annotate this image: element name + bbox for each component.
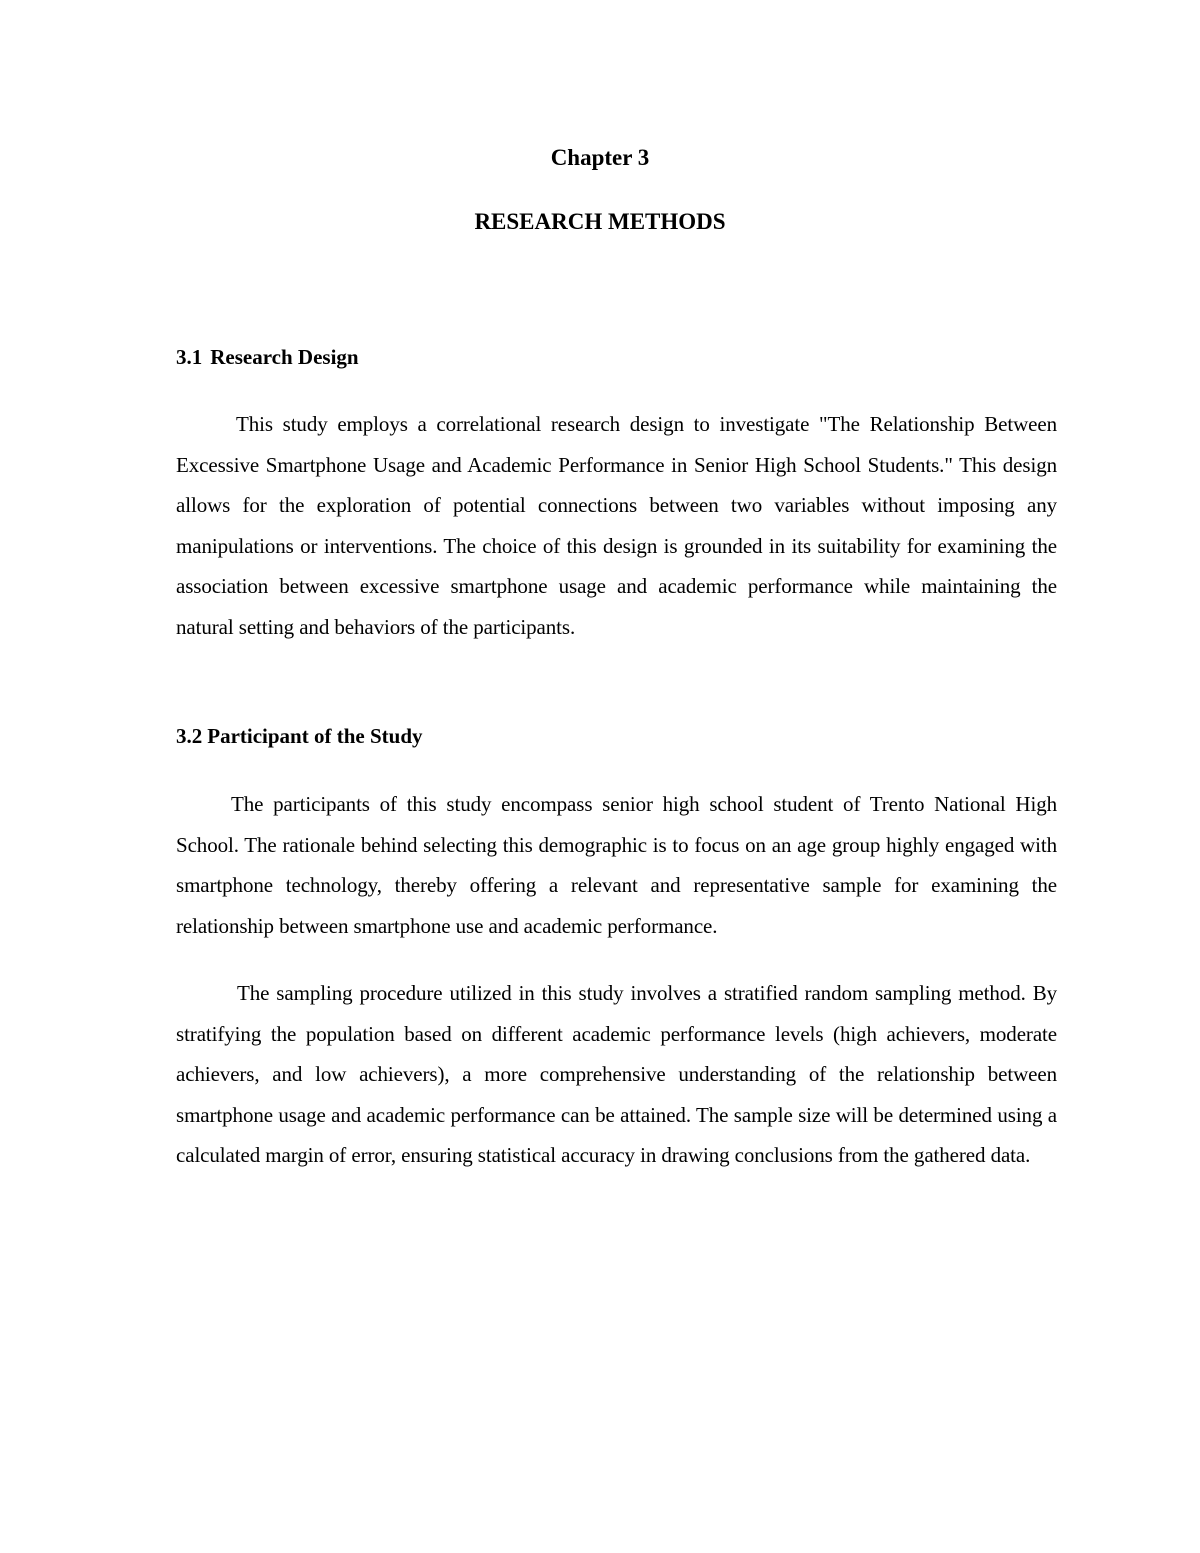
paragraph-research-design: This study employs a correlational research design to investigate "The Relationship Between Excessive Smartphone Usage and Academic Performance in Senior High School Students." This design allows for the exploration of potential connections between two variables without imposing any manipulations or interventions. The choice of this design is grounded in its suitability for examining the association between excessive smartphone usage and academic performance while maintaining the natural setting and behaviors of the participants.	[176, 412, 1057, 639]
section-number: 3.1	[176, 345, 203, 369]
paragraph-sampling-procedure: The sampling procedure utilized in this study involves a stratified random sampling method. By stratifying the population based on different academic performance levels (high achievers, moderate achievers, and low achievers), a more comprehensive understanding of the relationship between smartphone usage and academic performance can be attained. The sample size will be determined using a calculated margin of error, ensuring statistical accuracy in drawing conclusions from the gathered data.	[176, 981, 1057, 1168]
chapter-title: Chapter 3	[550, 145, 650, 170]
paragraph-participants: The participants of this study encompass senior high school student of Trento National High School. The rationale behind selecting this demographic is to focus on an age group highly engaged with smartphone technology, thereby offering a relevant and representative sample for examining the relationship between smartphone use and academic performance.	[176, 792, 1057, 938]
chapter-subtitle: RESEARCH METHODS	[474, 209, 726, 234]
section-number: 3.2	[176, 724, 203, 748]
section-heading-research-design	[176, 343, 1076, 371]
section-title: Participant of the Study	[207, 724, 423, 748]
section-title: Research Design	[210, 345, 359, 369]
section-heading-participant	[176, 722, 1076, 750]
